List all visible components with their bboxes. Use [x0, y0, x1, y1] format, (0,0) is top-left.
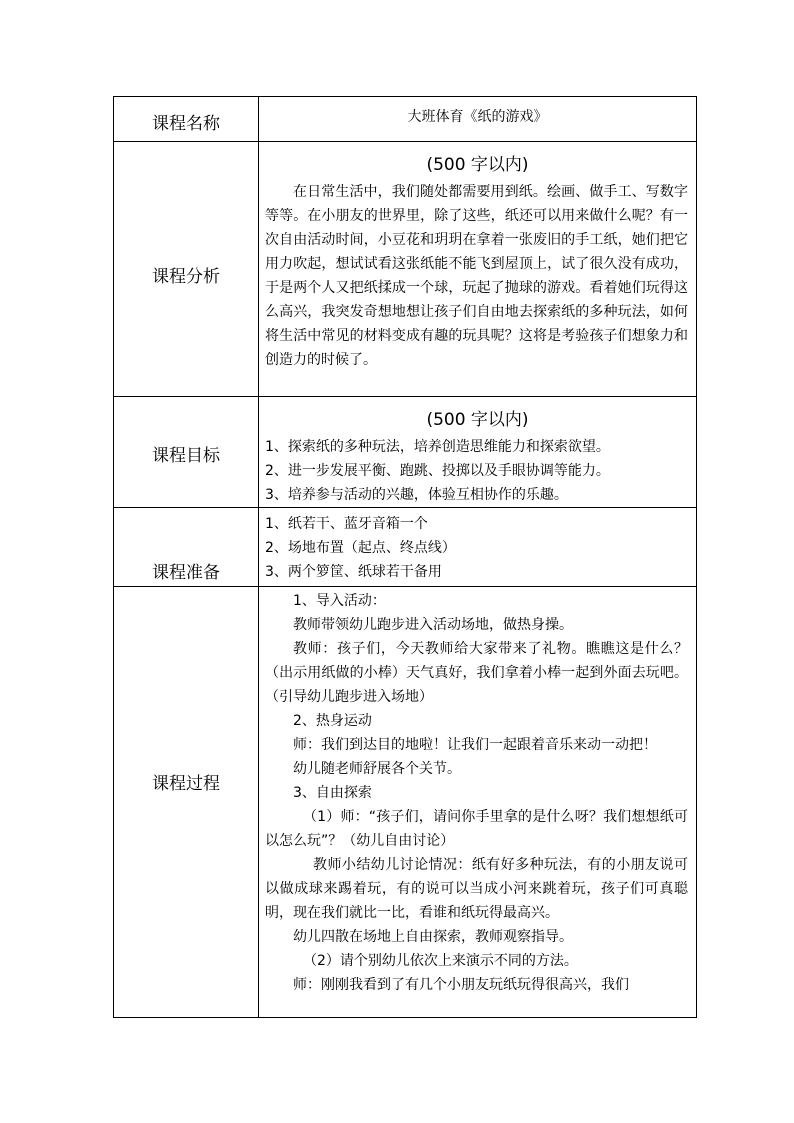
- label-course-process-text: 课程过程: [152, 774, 220, 794]
- row-course-prep: [114, 508, 697, 587]
- process-paragraph: 师：我们到达目的地啦！让我们一起跟着音乐来动一动把！: [293, 737, 657, 753]
- label-course-prep: [114, 508, 259, 587]
- goal-item: 3、培养参与活动的兴趣，体验互相协作的乐趣。: [265, 487, 568, 503]
- process-paragraph: 教师：孩子们，今天教师给大家带来了礼物。瞧瞧这是什么？（出示用纸做的小棒）天气真好，我们拿着小棒一起到外面去玩吧。（引导幼儿跑步进入场地）: [265, 641, 688, 705]
- label-course-prep-text: 课程准备: [152, 563, 220, 583]
- course-analysis-cell: [259, 142, 697, 397]
- process-step-heading: 1、导入活动：: [293, 593, 386, 609]
- course-table: [113, 96, 697, 1018]
- row-course-analysis: [114, 142, 697, 397]
- process-step-heading: 3、自由探索: [293, 785, 372, 801]
- row-course-process: [114, 587, 697, 1018]
- process-line: 师：刚刚我看到了有几个小朋友玩纸玩得很高兴，我们: [293, 977, 629, 993]
- course-prep-cell: [259, 508, 697, 587]
- analysis-word-limit: (500 字以内): [426, 155, 529, 175]
- goal-item: 2、进一步发展平衡、跑跳、投掷以及手眼协调等能力。: [265, 463, 610, 479]
- process-paragraph: 教师小结幼儿讨论情况：纸有好多种玩法，有的小朋友说可以做成球来踢着玩，有的说可以当成小河来跳着玩，孩子们可真聪明，现在我们就比一比，看谁和纸玩得最高兴。: [265, 857, 688, 921]
- label-course-analysis: [114, 142, 259, 397]
- process-step-heading: 2、热身运动: [293, 713, 372, 729]
- prep-item: 3、两个箩筐、纸球若干备用: [265, 564, 442, 580]
- process-paragraph: （1）师：“孩子们，请问你手里拿的是什么呀？我们想想纸可以怎么玩”？（幼儿自由讨论）: [265, 809, 688, 849]
- row-course-goal: [114, 397, 697, 508]
- label-course-goal: [114, 397, 259, 508]
- prep-item: 2、场地布置（起点、终点线）: [265, 540, 456, 556]
- course-name-value: 大班体育《纸的游戏》: [259, 97, 697, 142]
- process-line: 幼儿四散在场地上自由探索，教师观察指导。: [293, 929, 573, 945]
- label-course-process: [114, 587, 259, 1018]
- process-line: （2）请个别幼儿依次上来演示不同的方法。: [303, 953, 578, 969]
- row-course-name: [114, 97, 697, 142]
- label-course-analysis-text: 课程分析: [152, 267, 220, 287]
- analysis-text: 在日常生活中，我们随处都需要用到纸。绘画、做手工、写数字等等。在小朋友的世界里，除了这些，纸还可以用来做什么呢？有一次自由活动时间，小豆花和玥玥在拿着一张废旧的手工纸，她们把它用力吹起，想试试看这张纸能不能飞到屋顶上，试了很久没有成功，于是两个人又把纸揉成一个球，玩起了抛球的游戏。看着她们玩得这么高兴，我突发奇想地想让孩子们自由地去探索纸的多种玩法，如何将生活中常见的材料变成有趣的玩具呢？这将是考验孩子们想象力和创造力的时候了。: [265, 184, 688, 368]
- goal-word-limit: (500 字以内): [426, 410, 529, 430]
- label-course-name-text: 课程名称: [152, 114, 220, 134]
- process-line: 幼儿随老师舒展各个关节。: [293, 761, 461, 777]
- course-process-cell: [259, 587, 697, 1018]
- goal-item: 1、探索纸的多种玩法，培养创造思维能力和探索欲望。: [265, 439, 610, 455]
- prep-item: 1、纸若干、蓝牙音箱一个: [265, 516, 428, 532]
- process-line: 教师带领幼儿跑步进入活动场地，做热身操。: [293, 617, 573, 633]
- course-goal-cell: [259, 397, 697, 508]
- process-content: [259, 587, 696, 1017]
- label-course-goal-text: 课程目标: [152, 446, 220, 466]
- label-course-name: [114, 97, 259, 142]
